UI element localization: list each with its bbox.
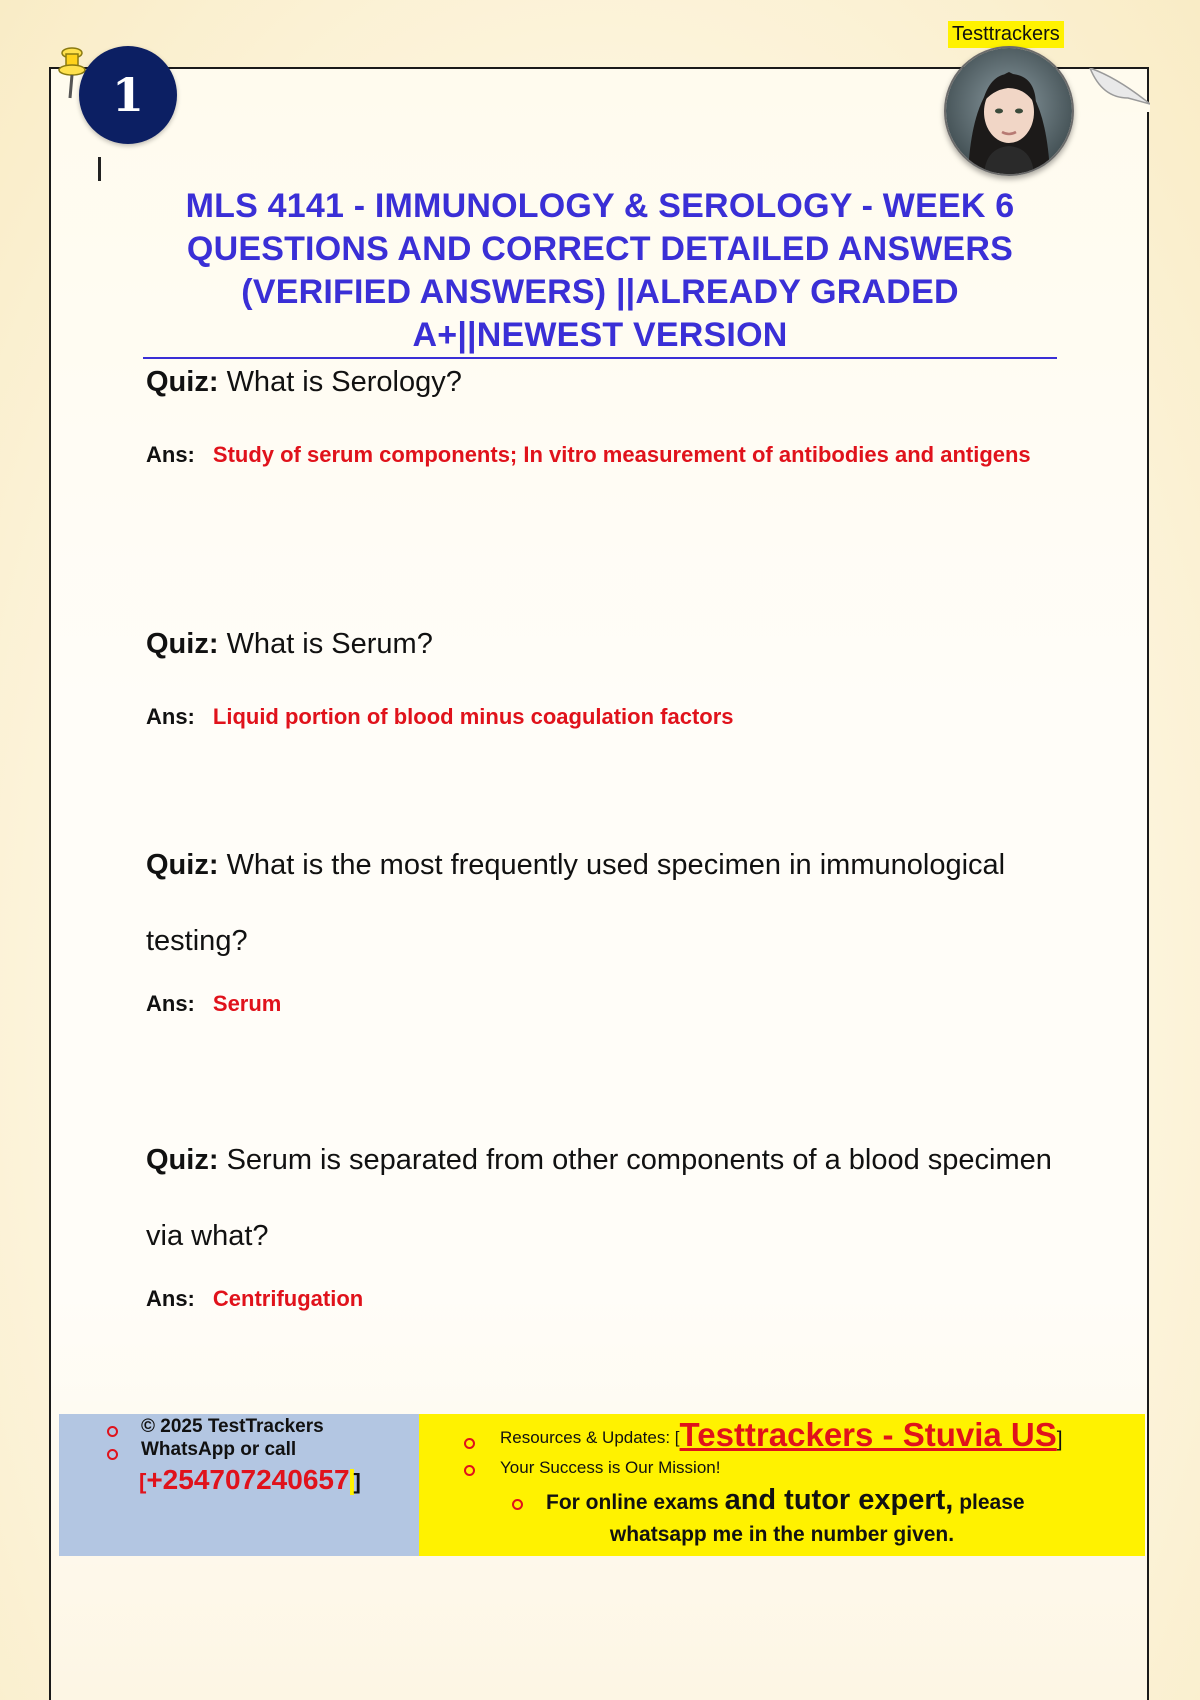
answer-text: Liquid portion of blood minus coagulation factors	[212, 704, 734, 729]
answer-text: Centrifugation	[212, 1286, 364, 1311]
qa-item-4	[146, 1122, 1056, 1320]
qa-item-3	[146, 827, 1056, 1025]
phone-text: +254707240657	[146, 1464, 350, 1495]
bullet-icon	[107, 1426, 118, 1437]
copyright-text: © 2025 TestTrackers	[141, 1416, 324, 1437]
question	[146, 1122, 1056, 1274]
answer	[146, 1278, 1056, 1320]
document-title: MLS 4141 - IMMUNOLOGY & SEROLOGY - WEEK 6 QUESTIONS AND CORRECT DETAILED ANSWERS (VERIFIED ANSWERS) ||ALREADY GRADED A+||NEWEST VERSION	[185, 187, 1015, 354]
avatar	[944, 46, 1074, 176]
footer-resources-panel	[419, 1414, 1145, 1556]
brand-tag: Testtrackers	[948, 21, 1064, 48]
phone-bracket-close: ]	[353, 1469, 361, 1494]
question-text: What is Serum?	[226, 628, 433, 660]
stuvia-link[interactable]: Testtrackers - Stuvia US	[679, 1416, 1057, 1453]
qa-item-2	[146, 614, 1056, 738]
bullet-icon	[464, 1438, 475, 1449]
bullet-icon	[512, 1499, 523, 1510]
contact-label: WhatsApp or call	[141, 1439, 297, 1460]
question	[146, 614, 1056, 674]
cta-emphasis: and tutor expert,	[724, 1484, 954, 1516]
answer	[146, 434, 1056, 476]
cta-part2: please	[953, 1491, 1025, 1514]
question-text: What is the most frequently used specimen in immunological testing?	[146, 849, 1006, 957]
resources-line	[500, 1416, 1063, 1454]
ans-label: Ans:	[146, 704, 195, 729]
answer-text: Serum	[212, 991, 282, 1016]
quiz-label: Quiz:	[146, 849, 219, 881]
ans-label: Ans:	[146, 1286, 195, 1311]
resources-bracket-close: ]	[1056, 1428, 1063, 1451]
text-cursor	[98, 157, 101, 181]
phone-number[interactable]	[139, 1464, 361, 1496]
bullet-icon	[107, 1449, 118, 1460]
question	[146, 352, 1056, 412]
question-text: Serum is separated from other components of a blood specimen via what?	[146, 1144, 1052, 1252]
question	[146, 827, 1056, 979]
answer	[146, 696, 1056, 738]
quiz-label: Quiz:	[146, 366, 219, 398]
quiz-label: Quiz:	[146, 1144, 219, 1176]
ans-label: Ans:	[146, 991, 195, 1016]
page-curl-icon	[1088, 68, 1150, 112]
mission-text: Your Success is Our Mission!	[500, 1458, 721, 1477]
answer	[146, 983, 1056, 1025]
cta-part1: For online exams	[546, 1491, 725, 1514]
page-number-badge: 1	[79, 46, 177, 144]
qa-item-1	[146, 352, 1056, 476]
quiz-label: Quiz:	[146, 628, 219, 660]
phone-bracket-open: [	[139, 1469, 147, 1494]
footer-contact-panel	[59, 1414, 419, 1556]
resources-label: Resources & Updates: [	[500, 1428, 680, 1447]
cta-line-1	[546, 1484, 1025, 1517]
question-text: What is Serology?	[226, 366, 462, 398]
bullet-icon	[464, 1465, 475, 1476]
answer-text: Study of serum components; In vitro measurement of antibodies and antigens	[212, 442, 1031, 467]
avatar-portrait-icon	[946, 48, 1072, 174]
ans-label: Ans:	[146, 442, 195, 467]
cta-line-2: whatsapp me in the number given.	[609, 1523, 955, 1546]
